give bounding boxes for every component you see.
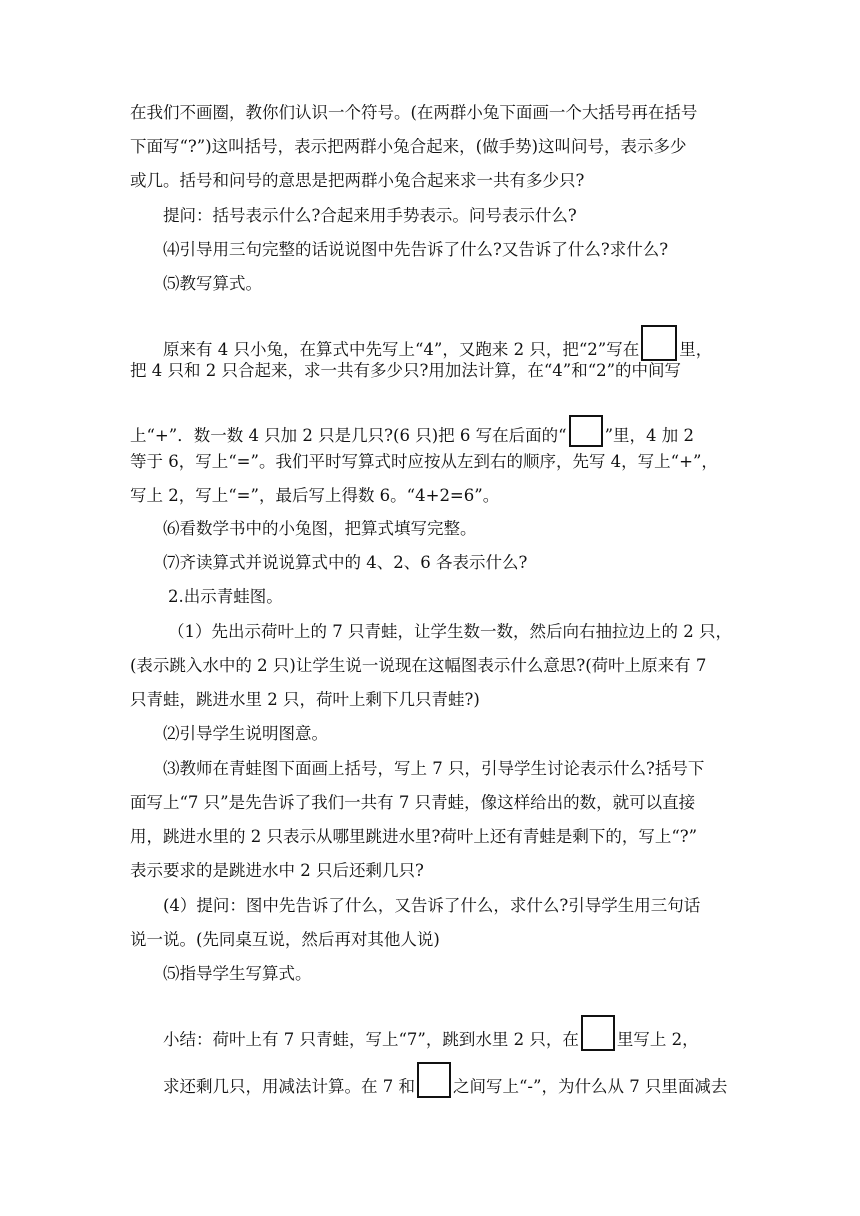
text-line: 面写上“7 只”是先告诉了我们一共有 7 只青蛙，像这样给出的数，就可以直接 xyxy=(130,793,696,812)
text-line: ⑷引导用三句完整的话说说图中先告诉了什么?又告诉了什么?求什么? xyxy=(163,240,669,259)
text-line: 说一说。(先同桌互说，然后再对其他人说) xyxy=(130,930,440,949)
text-line: 写上 2，写上“=”，最后写上得数 6。“4+2=6”。 xyxy=(130,486,500,505)
text-line: 把 4 只和 2 只合起来，求一共有多少只?用加法计算，在“4”和“2”的中间写 xyxy=(130,361,682,380)
text-line: 下面写“?”)这叫括号，表示把两群小兔合起来，(做手势)这叫问号，表示多少 xyxy=(130,137,687,156)
blank-box xyxy=(581,1015,615,1051)
text-line: 表示要求的是跳进水中 2 只后还剩几只? xyxy=(130,861,424,880)
blank-box xyxy=(641,325,677,361)
text-line: 2.出示青蛙图。 xyxy=(168,587,283,606)
text-line xyxy=(163,1062,727,1098)
text-segment: ”里，4 加 2 xyxy=(604,426,694,445)
text-segment: 原来有 4 只小兔，在算式中先写上“4”，又跑来 2 只，把“2”写在 xyxy=(163,340,640,359)
text-line: 或几。括号和问号的意思是把两群小兔合起来求一共有多少只? xyxy=(130,171,585,190)
text-segment: 上“+”．数一数 4 只加 2 只是几只?(6 只)把 6 写在后面的“ xyxy=(130,426,567,445)
blank-box xyxy=(417,1062,451,1098)
text-line: ⑸教写算式。 xyxy=(163,274,262,293)
text-line: 提问：括号表示什么?合起来用手势表示。问号表示什么? xyxy=(163,206,577,225)
text-line: ⑶教师在青蛙图下面画上括号，写上 7 只，引导学生讨论表示什么?括号下 xyxy=(163,759,705,778)
text-line: 用，跳进水里的 2 只表示从哪里跳进水里?荷叶上还有青蛙是剩下的，写上“?” xyxy=(130,827,698,846)
text-line: ⑹看数学书中的小兔图，把算式填写完整。 xyxy=(163,519,477,538)
text-line: 只青蛙，跳进水里 2 只，荷叶上剩下几只青蛙?) xyxy=(130,690,480,709)
text-segment: 里写上 2， xyxy=(616,1030,699,1049)
text-line: ⑺齐读算式并说说算式中的 4、2、6 各表示什么? xyxy=(163,553,528,572)
text-line xyxy=(163,325,712,361)
text-segment: 里， xyxy=(679,340,713,359)
text-line: (表示跳入水中的 2 只)让学生说一说现在这幅图表示什么意思?(荷叶上原来有 7 xyxy=(130,656,707,675)
text-line: 在我们不画圈，教你们认识一个符号。(在两群小兔下面画一个大括号再在括号 xyxy=(130,103,698,122)
text-line xyxy=(163,1015,699,1051)
text-line: ⑵引导学生说明图意。 xyxy=(163,724,328,743)
text-segment: 小结：荷叶上有 7 只青蛙，写上“7”，跳到水里 2 只，在 xyxy=(163,1030,579,1049)
text-segment: 求还剩几只，用减法计算。在 7 和 xyxy=(163,1077,415,1096)
text-line: （1）先出示荷叶上的 7 只青蛙，让学生数一数，然后向右抽拉边上的 2 只， xyxy=(168,622,732,641)
text-segment: 之间写上“-”，为什么从 7 只里面减去 xyxy=(453,1077,728,1096)
text-line: ⑸指导学生写算式。 xyxy=(163,964,312,983)
blank-box xyxy=(569,415,603,447)
text-line xyxy=(130,415,694,447)
text-line: (4）提问：图中先告诉了什么，又告诉了什么，求什么?引导学生用三句话 xyxy=(163,896,701,915)
text-line: 等于 6，写上“=”。我们平时写算式时应按从左到右的顺序，先写 4，写上“+”， xyxy=(130,452,718,471)
